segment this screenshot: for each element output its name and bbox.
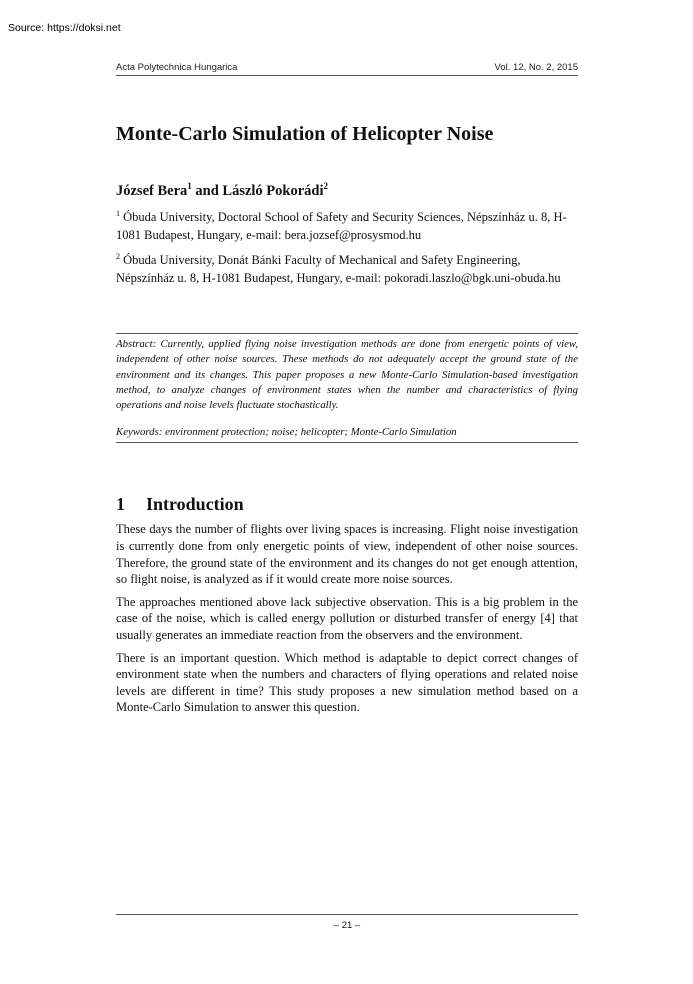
page-content xyxy=(116,120,578,722)
affiliation-1 xyxy=(116,205,578,244)
author-1-sup: 1 xyxy=(187,181,192,191)
affiliation-2-sup: 2 xyxy=(116,251,120,261)
author-line xyxy=(116,176,578,201)
paragraph-2: The approaches mentioned above lack subjective observation. This is a big problem in the case of the noise, which is called energy pollution or disturbed transfer of energy [4] that usually generates an immediate reaction from the observers and the environment. xyxy=(116,594,578,642)
journal-name: Acta Polytechnica Hungarica xyxy=(116,62,238,73)
paragraph-3: There is an important question. Which method is adaptable to depict correct changes of environment state when the numbers and characters of flying operations and related noise levels are different in time? This study proposes a new simulation method based on a Monte-Carlo Simulation to answer this question. xyxy=(116,650,578,715)
affiliation-1-sup: 1 xyxy=(116,208,120,218)
page-footer xyxy=(116,914,578,931)
section-number: 1 xyxy=(116,494,125,515)
keywords-text: Keywords: environment protection; noise; helicopter; Monte-Carlo Simulation xyxy=(116,426,457,439)
page-number: – 21 – xyxy=(333,920,361,931)
affiliation-1-text: Óbuda University, Doctoral School of Safety and Security Sciences, Népszínház u. 8, H-1081 Budapest, Hungary, e-mail: bera.jozsef@prosysmod.hu xyxy=(116,209,567,242)
section-title: Introduction xyxy=(146,494,244,515)
author-1: József Bera xyxy=(116,182,188,199)
author-conj: and xyxy=(191,182,223,199)
running-head xyxy=(116,62,578,76)
abstract-box xyxy=(116,333,578,443)
author-2-sup: 2 xyxy=(323,181,329,191)
section-heading xyxy=(116,493,578,515)
author-2: László Pokorádi xyxy=(222,182,324,199)
affiliation-2-text: Óbuda University, Donát Bánki Faculty of Mechanical and Safety Engineering, Népszínház u. 8, H-1081 Budapest, Hungary, e-mail: pokoradi.laszlo@bgk.uni-obuda.hu xyxy=(116,253,561,286)
paper-title: Monte-Carlo Simulation of Helicopter Noise xyxy=(116,123,494,145)
source-label: Source: https://doksi.net xyxy=(8,22,121,34)
abstract-text: Abstract: Currently, applied flying noise investigation methods are done from energetic points of view, independent of other noise sources. These methods do not adequately accept the ground state of the environment and its changes. This paper proposes a new Monte-Carlo Simulation-based investigation method, to analyze changes of environment states when the number and characteristics of flying operations and noise levels fluctuate stochastically. xyxy=(116,338,578,411)
volume-info: Vol. 12, No. 2, 2015 xyxy=(494,62,578,73)
paragraph-1: These days the number of flights over living spaces is increasing. Flight noise investigation is currently done from only energetic points of view, independent of other noise sources. Therefore, the ground state of the environment and its changes do not get enough attention, so flight noise, is analyzed as if it would create more noise sources. xyxy=(116,522,578,587)
affiliation-2 xyxy=(116,248,578,287)
